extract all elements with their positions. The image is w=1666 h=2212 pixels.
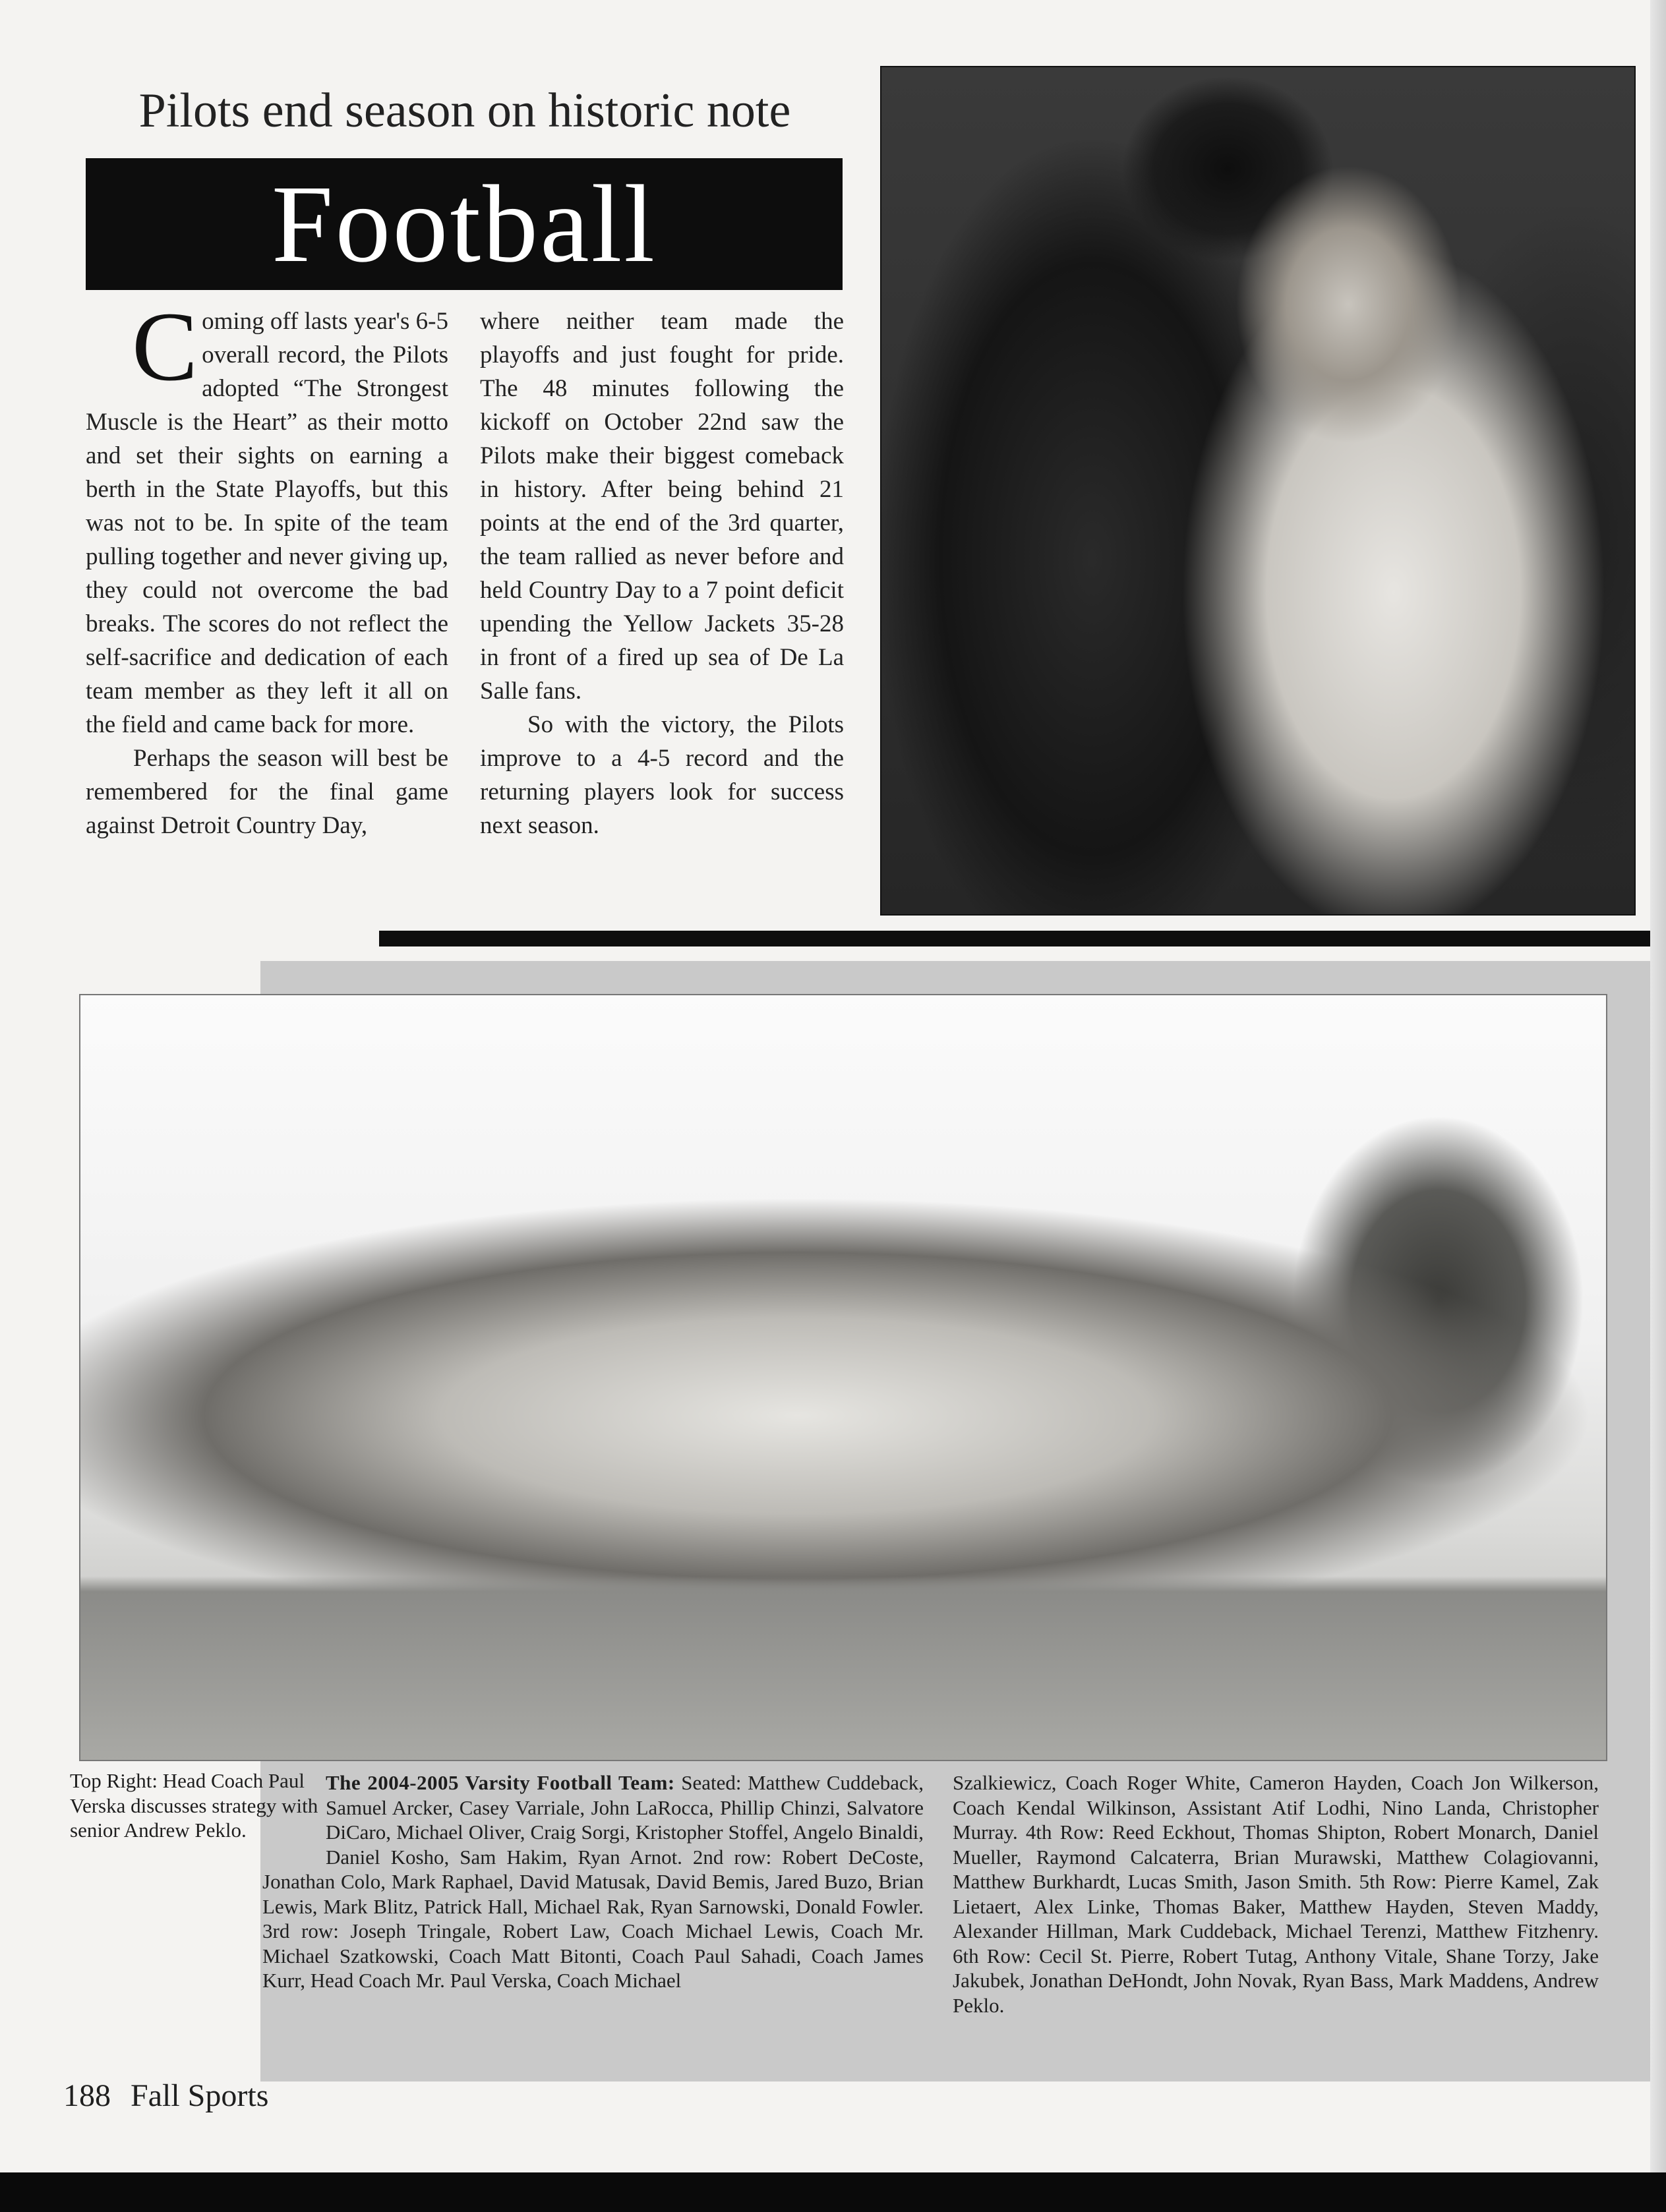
article-column-1 <box>86 292 448 842</box>
page-footer <box>63 2076 268 2116</box>
section-name: Fall Sports <box>131 2078 269 2113</box>
team-photo <box>79 994 1607 1761</box>
article-title: Football <box>271 163 657 285</box>
page-edge <box>1650 0 1666 2172</box>
drop-cap: C <box>132 292 198 401</box>
section-divider <box>379 931 1658 946</box>
article-paragraph-2: Perhaps the season will best be remembered for the final game against Detroit Country Day, <box>86 745 448 839</box>
team-caption-left <box>262 1770 924 1993</box>
article-paragraph-4: So with the victory, the Pilots improve to a 4-5 record and the returning players look for success next season. <box>480 711 844 839</box>
paragraph-1-text: oming off lasts year's 6-5 overall record, the Pilots adopted “The Strongest Muscle is the Heart” as their motto and set their sights on earning a berth in the State Playoffs, but this was not to be. In spite of the team pulling together and never giving up, they could not overcome the bad breaks. The scores do not reflect the self-sacrifice and dedication of each team member as they left it all on the field and came back for more. <box>86 308 448 738</box>
article-column-2 <box>480 305 844 842</box>
article-paragraph-3: where neither team made the playoffs and just fought for pride. The 48 minutes following the kickoff on October 22nd saw the Pilots make their biggest comeback in history. After being behind 21 points at the end of the 3rd quarter, the team rallied as never before and held Country Day to a 7 point deficit upending the Yellow Jackets 35-28 in front of a fired up sea of De La Salle fans. <box>480 308 844 705</box>
photo-caption: Top Right: Head Coach Paul Verska discusses strategy with senior Andrew Peklo. <box>70 1769 318 1842</box>
coach-sideline-photo <box>880 66 1636 916</box>
page-number: 188 <box>63 2078 111 2113</box>
bottom-band <box>0 2172 1666 2212</box>
team-caption-right: Szalkiewicz, Coach Roger White, Cameron Hayden, Coach Jon Wilkerson, Coach Kendal Wilkinson, Assistant Atif Lodhi, Nino Landa, Christopher Murray. 4th Row: Reed Eckhout, Thomas Shipton, Robert Monarch, Daniel Mueller, Raymond Calcaterra, Brian Murawski, Matthew Colagiovanni, Matthew Burkhardt, Lucas Smith, Jason Smith. 5th Row: Pierre Kamel, Zak Lietaert, Alex Linke, Thomas Baker, Matthew Hayden, Steven Maddy, Alexander Hillman, Mark Cuddeback, Michael Terenzi, Matthew Fitzhenry. 6th Row: Cecil St. Pierre, Robert Tutag, Anthony Vitale, Shane Torzy, Jake Jakubek, Jonathan DeHondt, John Novak, Ryan Bass, Mark Maddens, Andrew Peklo. <box>953 1771 1599 2017</box>
team-caption-list-left: Seated: Matthew Cuddeback, Samuel Arcker, Casey Varriale, John LaRocca, Phillip Chinzi, Salvatore DiCaro, Michael Oliver, Craig Sorgi, Kristopher Stoffel, Angelo Binaldi, Daniel Kosho, Sam Hakim, Ryan Arnot. 2nd row: Robert DeCoste, Jonathan Colo, Mark Raphael, David Matusak, David Bemis, Jared Buzo, Brian Lewis, Mark Blitz, Patrick Hall, Michael Rak, Ryan Sarnowski, Donald Fowler. 3rd row: Joseph Tringale, Robert Law, Coach Michael Lewis, Coach Mr. Michael Szatkowski, Coach Matt Bitonti, Coach Paul Sahadi, Coach James Kurr, Head Coach Mr. Paul Verska, Coach Michael <box>262 1771 924 1992</box>
article-subtitle: Pilots end season on historic note <box>138 84 791 138</box>
team-caption-heading: The 2004-2005 Varsity Football Team: <box>326 1771 675 1794</box>
article-paragraph-1 <box>86 292 448 742</box>
caption-indent <box>262 1770 326 1869</box>
